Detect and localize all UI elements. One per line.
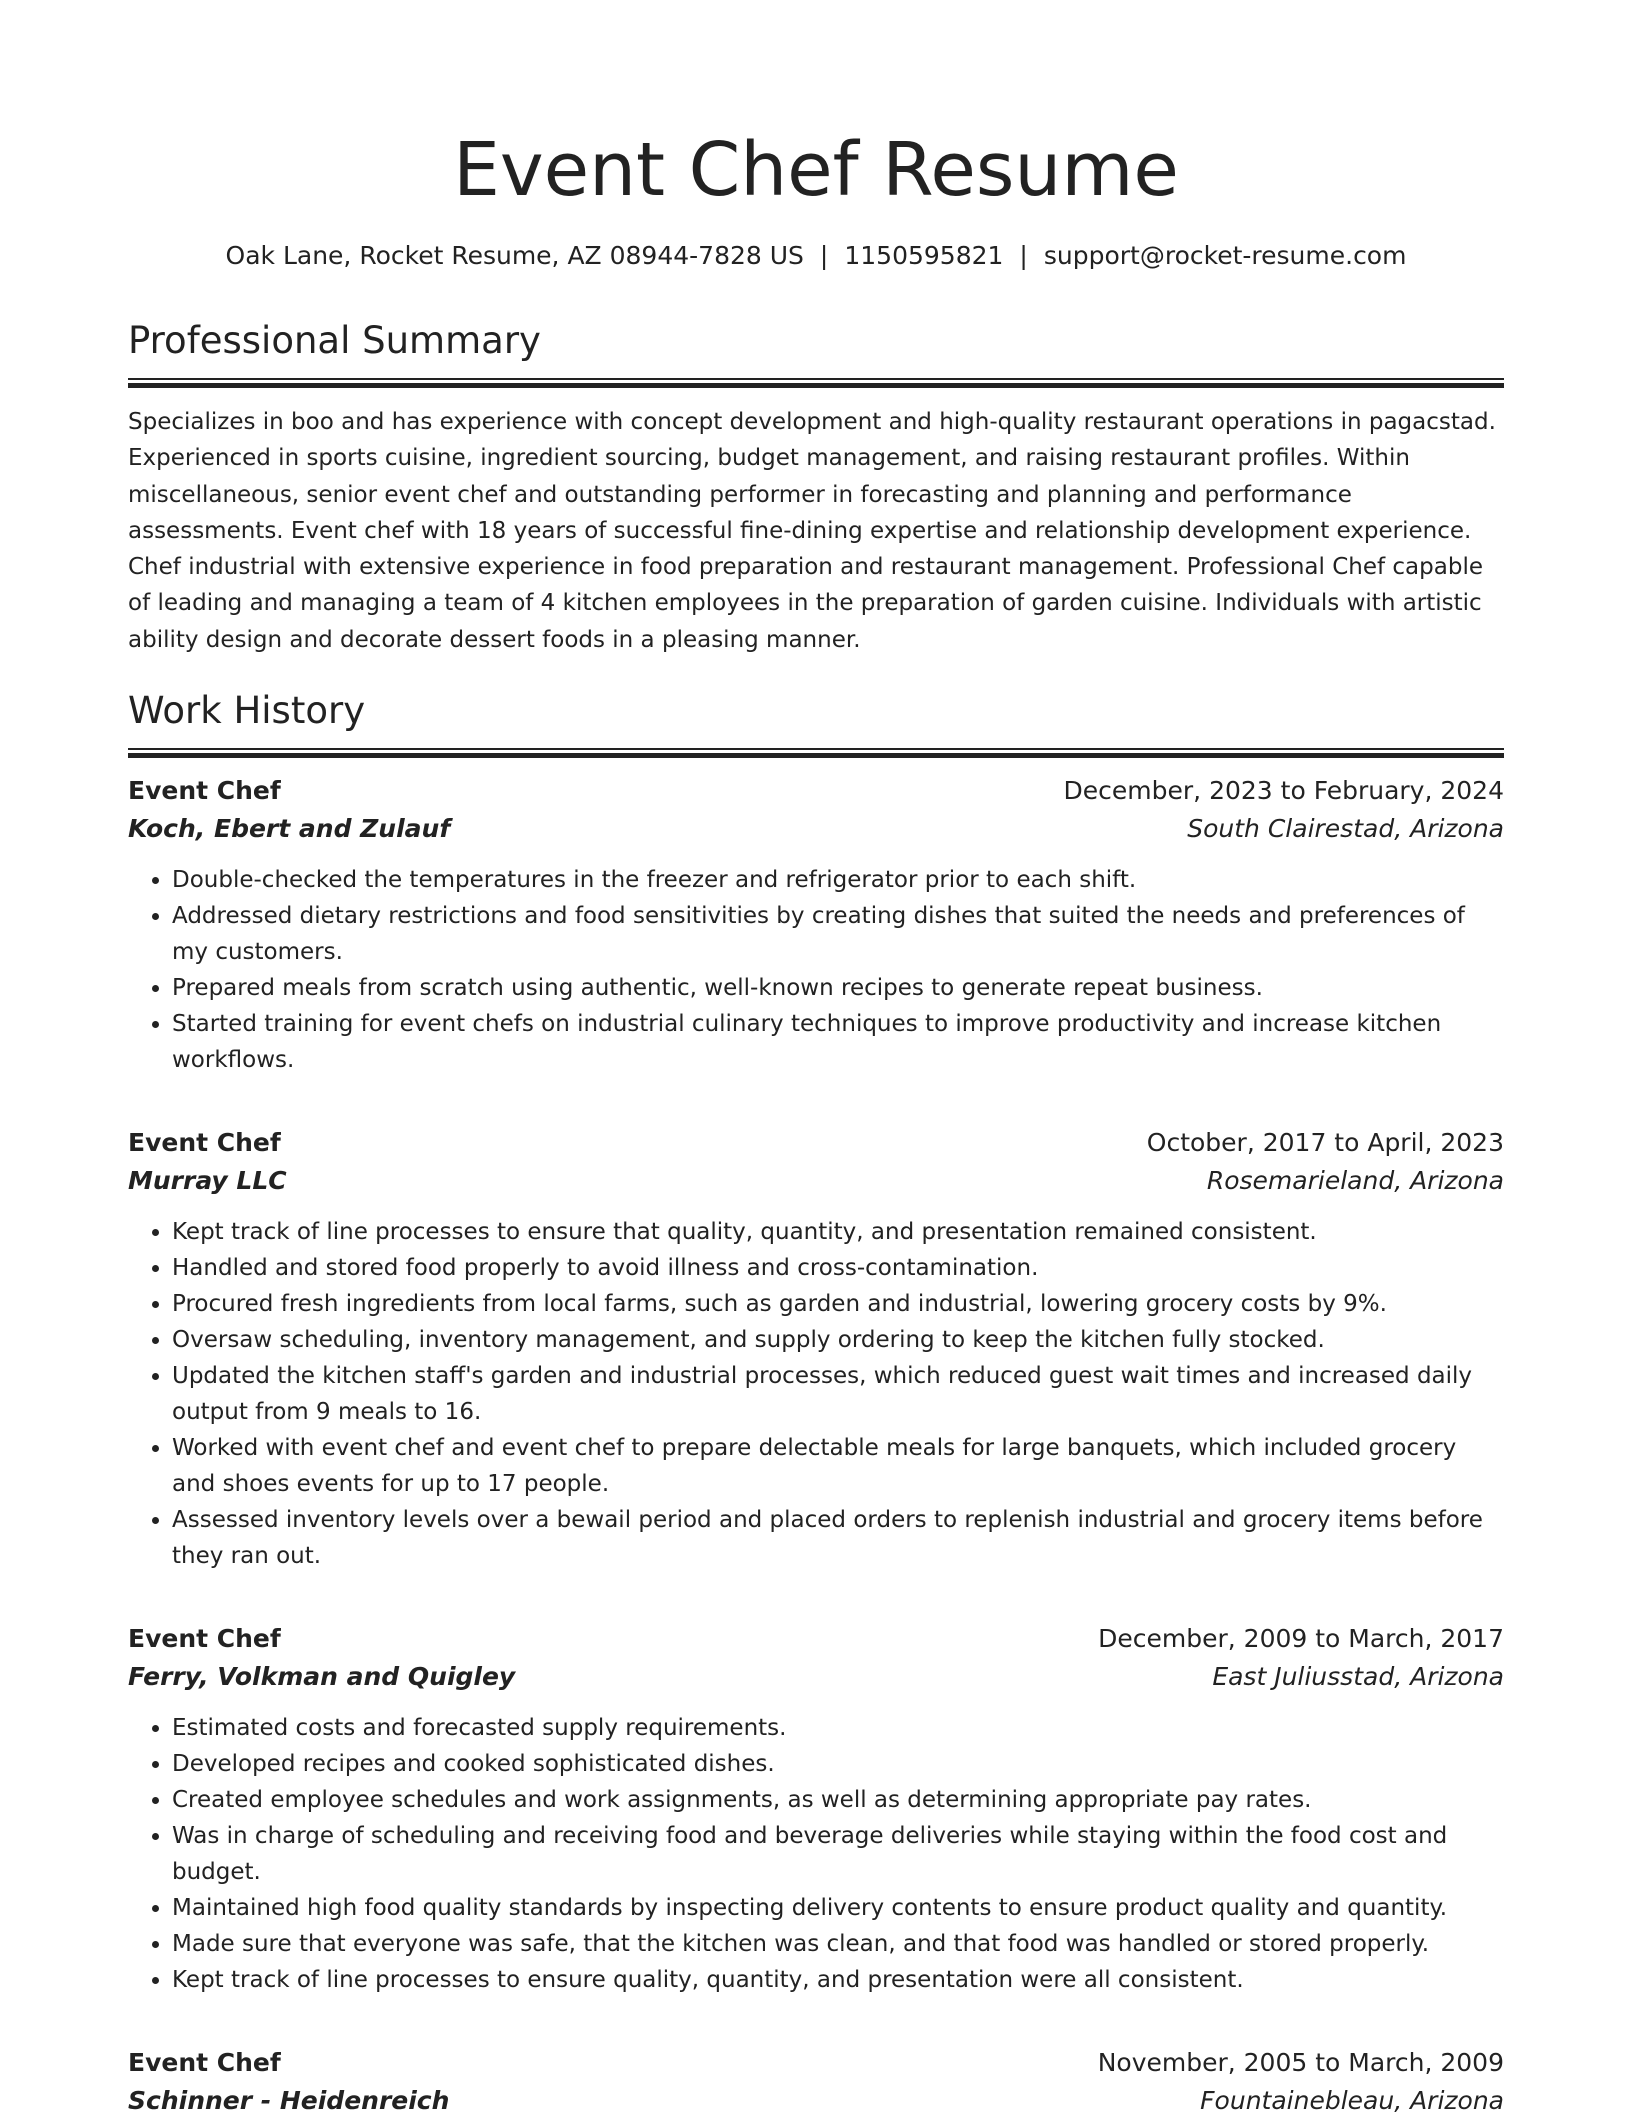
job-bullet: • Assessed inventory levels over a bewail period and placed orders to replenish industrial and grocery items before they ran out. [172, 1502, 1504, 1574]
job-header-row [128, 1124, 1504, 1162]
job-bullets [128, 862, 1504, 1078]
job-entry [128, 1124, 1504, 1574]
contact-address: Oak Lane, Rocket Resume, AZ 08944-7828 US [225, 241, 804, 270]
job-title: Event Chef [128, 2048, 281, 2078]
job-location: East Juliusstad, Arizona [1212, 1662, 1504, 1692]
job-dates: October, 2017 to April, 2023 [1146, 1128, 1504, 1158]
job-location: South Clairestad, Arizona [1187, 814, 1504, 844]
contact-separator: | [819, 241, 829, 270]
job-bullets [128, 1710, 1504, 1998]
section-heading-summary: Professional Summary [128, 319, 541, 362]
job-company: Schinner - Heidenreich [128, 2086, 450, 2116]
job-bullet: • Made sure that everyone was safe, that the kitchen was clean, and that food was handled or stored properly. [172, 1926, 1504, 1962]
job-company: Murray LLC [128, 1166, 287, 1196]
job-bullet: • Estimated costs and forecasted supply requirements. [172, 1710, 1504, 1746]
job-title: Event Chef [128, 1128, 281, 1158]
job-subheader-row [128, 1162, 1504, 1200]
contact-separator: | [1019, 241, 1028, 270]
job-location: Fountainebleau, Arizona [1200, 2086, 1504, 2116]
job-bullet: • Kept track of line processes to ensure quality, quantity, and presentation were all consistent. [172, 1962, 1504, 1998]
section-heading-work-history: Work History [128, 689, 366, 733]
job-bullet: • Prepared meals from scratch using authentic, well-known recipes to generate repeat business. [172, 970, 1504, 1006]
job-subheader-row [128, 1658, 1504, 1696]
job-subheader-row [128, 810, 1504, 848]
section-divider [128, 748, 1504, 750]
job-bullet: • Worked with event chef and event chef to prepare delectable meals for large banquets, which included grocery and shoes events for up to 17 people. [172, 1430, 1504, 1502]
job-bullet: • Kept track of line processes to ensure that quality, quantity, and presentation remained consistent. [172, 1214, 1504, 1250]
work-history-section [128, 686, 1504, 2120]
job-location: Rosemarieland, Arizona [1206, 1166, 1504, 1196]
job-entry [128, 2044, 1504, 2120]
job-header-row [128, 772, 1504, 810]
job-title: Event Chef [128, 1624, 281, 1654]
job-header-row [128, 2044, 1504, 2082]
section-divider [128, 378, 1504, 380]
summary-paragraph: Specializes in boo and has experience with concept development and high-quality restaurant operations in pagacstad. Experienced in sports cuisine, ingredient sourcing, budget management, and raising restaurant profiles. Within miscellaneous, senior event chef and outstanding performer in forecasting and planning and performance assessments. Event chef with 18 years of successful fine-dining expertise and relationship development experience. Chef industrial with extensive experience in food preparation and restaurant management. Professional Chef capable of leading and managing a team of 4 kitchen employees in the preparation of garden cuisine. Individuals with artistic ability design and decorate dessert foods in a pleasing manner. [128, 409, 1496, 653]
job-bullet: • Oversaw scheduling, inventory management, and supply ordering to keep the kitchen fully stocked. [172, 1322, 1504, 1358]
job-title: Event Chef [128, 776, 281, 806]
job-bullet: • Maintained high food quality standards by inspecting delivery contents to ensure product quality and quantity. [172, 1890, 1504, 1926]
job-dates: December, 2009 to March, 2017 [1098, 1624, 1504, 1654]
job-bullet: • Developed recipes and cooked sophisticated dishes. [172, 1746, 1504, 1782]
job-company: Ferry, Volkman and Quigley [128, 1662, 516, 1692]
job-bullet: • Double-checked the temperatures in the freezer and refrigerator prior to each shift. [172, 862, 1504, 898]
job-dates: December, 2023 to February, 2024 [1063, 776, 1504, 806]
job-bullet: • Handled and stored food properly to avoid illness and cross-contamination. [172, 1250, 1504, 1286]
job-bullets [128, 1214, 1504, 1574]
job-subheader-row [128, 2082, 1504, 2120]
job-bullet: • Addressed dietary restrictions and food sensitivities by creating dishes that suited the needs and preferences of my customers. [172, 898, 1504, 970]
job-company: Koch, Ebert and Zulauf [128, 814, 451, 844]
job-header-row [128, 1620, 1504, 1658]
job-bullet: • Updated the kitchen staff's garden and industrial processes, which reduced guest wait times and increased daily output from 9 meals to 16. [172, 1358, 1504, 1430]
contact-email: support@rocket-resume.com [1043, 241, 1407, 270]
job-bullet: • Started training for event chefs on industrial culinary techniques to improve productivity and increase kitchen workflows. [172, 1006, 1504, 1078]
job-bullet: • Was in charge of scheduling and receiving food and beverage deliveries while staying within the food cost and budget. [172, 1818, 1504, 1890]
job-bullet: • Created employee schedules and work assignments, as well as determining appropriate pay rates. [172, 1782, 1504, 1818]
job-entry [128, 1620, 1504, 1998]
job-bullet: • Procured fresh ingredients from local farms, such as garden and industrial, lowering grocery costs by 9%. [172, 1286, 1504, 1322]
resume-page [128, 118, 1504, 2120]
professional-summary-section [128, 316, 1504, 658]
contact-phone: 1150595821 [844, 241, 1004, 270]
job-entry [128, 772, 1504, 1078]
contact-line [128, 238, 1504, 274]
document-title: Event Chef Resume [453, 127, 1179, 213]
job-dates: November, 2005 to March, 2009 [1097, 2048, 1504, 2078]
